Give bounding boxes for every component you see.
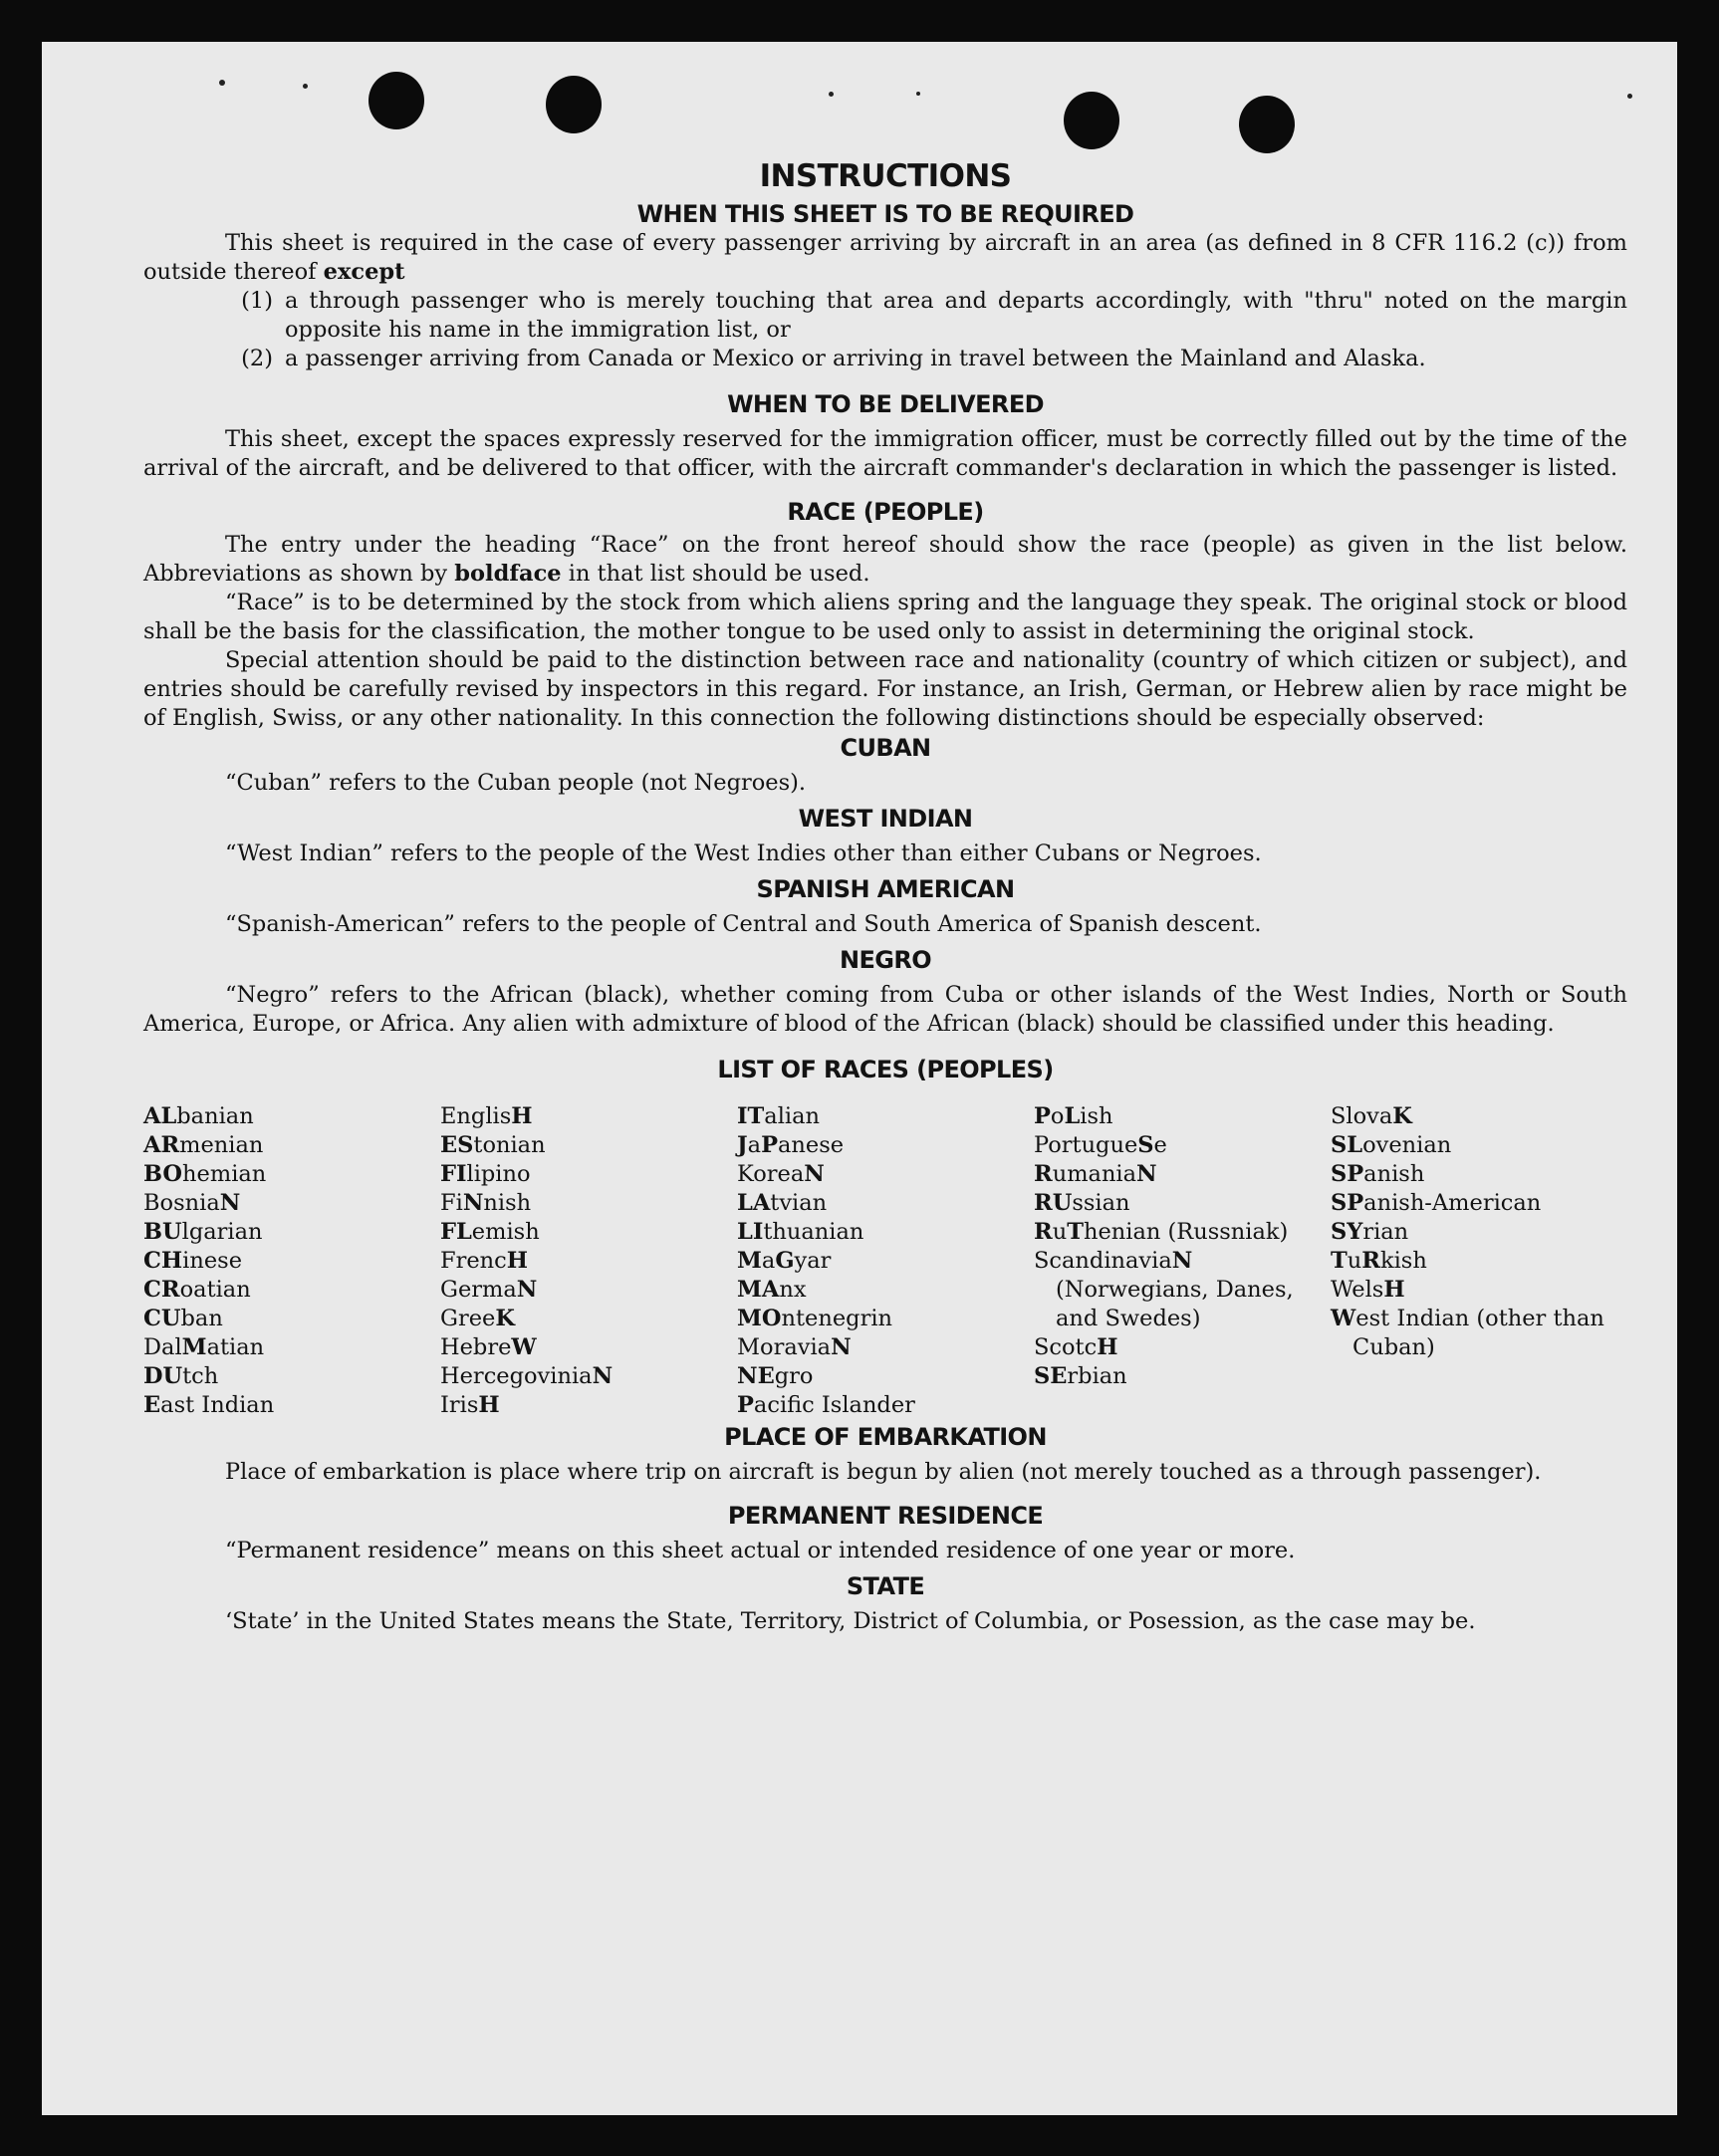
heading-race: RACE (PEOPLE) [787, 498, 984, 526]
race-entry: LAtvian [737, 1190, 828, 1216]
instructions-body [143, 157, 1627, 1636]
race-entry: MOntenegrin [737, 1306, 893, 1331]
except-label: except [323, 259, 405, 285]
race-entry: PortugueSe [1034, 1132, 1167, 1158]
race-entry: ScotcH [1034, 1334, 1118, 1360]
heading-when-delivered: WHEN TO BE DELIVERED [727, 390, 1044, 418]
race-entry: MAnx [737, 1277, 807, 1303]
race-entry: East Indian [143, 1392, 275, 1418]
heading-permanent-residence: PERMANENT RESIDENCE [727, 1502, 1044, 1530]
races-list [143, 1102, 1627, 1420]
paragraph-race-2: “Race” is to be determined by the stock from which aliens spring and the language they speak. The original stock or blood shall be the basis for the classification, the mother tongue to be used only to assist in determining the original stock. [143, 590, 1627, 644]
heading-list-of-races: LIST OF RACES (PEOPLES) [717, 1056, 1054, 1083]
race-entry: ITalian [737, 1103, 820, 1129]
race-entry: BOhemian [143, 1161, 267, 1187]
paragraph-state: ‘State’ in the United States means the State, Territory, District of Columbia, or Posession, as the case may be. [225, 1608, 1476, 1634]
race-entry: MoraviaN [737, 1334, 852, 1360]
race-entry: RuThenian (Russniak) [1034, 1219, 1289, 1245]
list-item: (2) a passenger arriving from Canada or Mexico or arriving in travel between the Mainland and Alaska. [241, 346, 1426, 371]
punch-hole [1064, 92, 1119, 149]
race-entry: IrisH [440, 1392, 500, 1418]
paragraph-embarkation: Place of embarkation is place where trip on aircraft is begun by alien (not merely touched as a through passenger). [225, 1459, 1542, 1485]
race-entry: EnglisH [440, 1103, 533, 1129]
race-entry: TuRkish [1331, 1248, 1427, 1274]
paragraph-cuban: “Cuban” refers to the Cuban people (not Negroes). [225, 770, 807, 796]
race-entry: SYrian [1331, 1219, 1409, 1245]
race-entry: FrencH [440, 1248, 529, 1274]
race-entry: CRoatian [143, 1277, 251, 1303]
races-column [1034, 1102, 1331, 1420]
races-column [440, 1102, 737, 1420]
race-entry: Pacific Islander [737, 1392, 915, 1418]
race-entry: West Indian (other than Cuban) [1331, 1306, 1604, 1360]
heading-spanish-american: SPANISH AMERICAN [756, 875, 1015, 903]
ink-speck [1627, 94, 1632, 99]
ink-speck [916, 92, 920, 96]
race-entry: FiNnish [440, 1190, 532, 1216]
ink-speck [219, 80, 225, 86]
paragraph-west-indian: “West Indian” refers to the people of the West Indies other than either Cubans or Negroes. [225, 840, 1262, 866]
paragraph-negro: “Negro” refers to the African (black), whether coming from Cuba or other islands of the West Indies, North or South America, Europe, or Africa. Any alien with admixture of blood of the African (black) should be classified under this heading. [143, 982, 1627, 1037]
race-entry: SPanish-American [1331, 1190, 1542, 1216]
races-column [143, 1102, 440, 1420]
paragraph-required-intro: This sheet is required in the case of every passenger arriving by aircraft in an area (as defined in 8 CFR 116.2 (c)) from outside thereof except [143, 230, 1627, 285]
races-column [737, 1102, 1034, 1420]
ink-speck [829, 92, 834, 97]
race-entry: SlovaK [1331, 1103, 1412, 1129]
race-entry: FLemish [440, 1219, 540, 1245]
paragraph-spanish-american: “Spanish-American” refers to the people of Central and South America of Spanish descent. [225, 911, 1262, 937]
race-entry: ScandinaviaN (Norwegians, Danes, and Swedes) [1034, 1248, 1294, 1331]
race-entry: JaPanese [737, 1132, 845, 1158]
race-entry: WelsH [1331, 1277, 1405, 1303]
punch-hole [546, 76, 602, 133]
race-entry: NEgro [737, 1363, 814, 1389]
race-entry: EStonian [440, 1132, 546, 1158]
race-entry: FIlipino [440, 1161, 531, 1187]
heading-negro: NEGRO [839, 946, 932, 974]
race-entry: GreeK [440, 1306, 515, 1331]
heading-cuban: CUBAN [840, 734, 931, 762]
race-entry: RumaniaN [1034, 1161, 1157, 1187]
race-entry: PoLish [1034, 1103, 1113, 1129]
race-entry: RUssian [1034, 1190, 1130, 1216]
race-entry: LIthuanian [737, 1219, 864, 1245]
race-entry: BosniaN [143, 1190, 241, 1216]
race-entry: MaGyar [737, 1248, 832, 1274]
race-entry: ALbanian [143, 1103, 254, 1129]
ink-speck [303, 84, 308, 89]
race-entry: ARmenian [143, 1132, 264, 1158]
races-column [1331, 1102, 1627, 1420]
list-item: (1) a through passenger who is merely touching that area and departs accordingly, with "thru" noted on the margin opposite his name in the immigration list, or [241, 288, 1627, 343]
race-entry: HercegoviniaN [440, 1363, 614, 1389]
heading-when-required: WHEN THIS SHEET IS TO BE REQUIRED [636, 200, 1134, 228]
heading-state: STATE [846, 1572, 925, 1600]
paragraph-race-3: Special attention should be paid to the distinction between race and nationality (country of which citizen or subject), and entries should be carefully revised by inspectors in this regard. For instance, an Irish, German, or Hebrew alien by race might be of English, Swiss, or any other nationality. In this connection the following distinctions should be especially observed: [143, 647, 1627, 731]
document-page [42, 42, 1677, 2115]
page-title: INSTRUCTIONS [759, 158, 1012, 194]
paragraph-permanent-residence: “Permanent residence” means on this sheet actual or intended residence of one year or more. [225, 1538, 1296, 1563]
heading-embarkation: PLACE OF EMBARKATION [724, 1423, 1047, 1451]
heading-west-indian: WEST INDIAN [798, 805, 973, 833]
paragraph-delivered: This sheet, except the spaces expressly reserved for the immigration officer, must be correctly filled out by the time of the arrival of the aircraft, and be delivered to that officer, with the aircraft commander's declaration in which the passenger is listed. [143, 426, 1627, 481]
paragraph-race-1: The entry under the heading “Race” on the front hereof should show the race (people) as given in the list below. Abbreviations as shown by boldface in that list should be used. [143, 532, 1627, 587]
race-entry: KoreaN [737, 1161, 825, 1187]
race-entry: SLovenian [1331, 1132, 1452, 1158]
race-entry: SPanish [1331, 1161, 1425, 1187]
race-entry: CHinese [143, 1248, 243, 1274]
race-entry: DalMatian [143, 1334, 265, 1360]
race-entry: BUlgarian [143, 1219, 263, 1245]
race-entry: CUban [143, 1306, 223, 1331]
punch-hole [1239, 96, 1295, 153]
punch-hole [368, 72, 424, 129]
race-entry: GermaN [440, 1277, 538, 1303]
race-entry: HebreW [440, 1334, 537, 1360]
race-entry: SErbian [1034, 1363, 1127, 1389]
race-entry: DUtch [143, 1363, 219, 1389]
